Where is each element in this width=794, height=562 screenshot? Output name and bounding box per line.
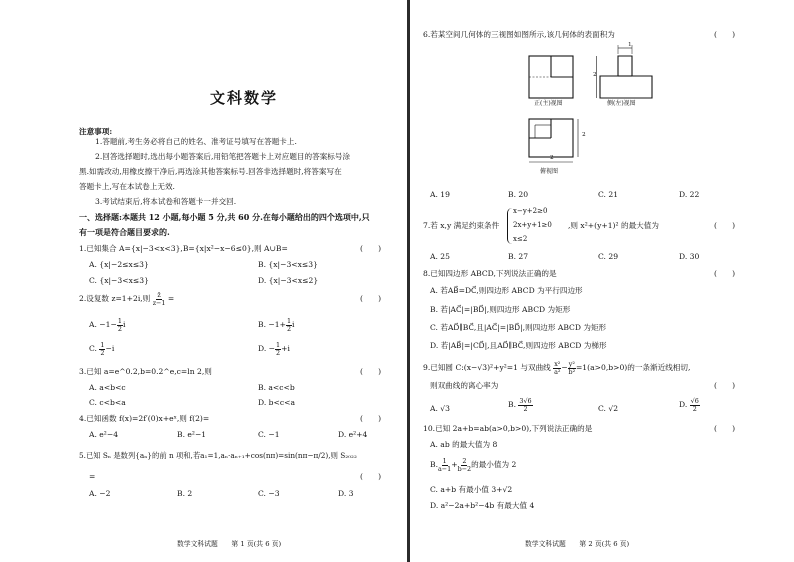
q7-stem-a: 7.若 x,y 满足约束条件 bbox=[423, 221, 500, 230]
q7-option-c: C. 29 bbox=[598, 252, 619, 261]
q4-option-c: C. −1 bbox=[258, 430, 280, 439]
q4-stem: 4.已知函数 f(x)=2f′(0)x+eˣ,则 f(2)= bbox=[79, 414, 210, 423]
q9-stem: 9.已知圆 C:(x−√3)²+y²=1 与双曲线 $\frac{\text{x²}}{\text{a²}}$ − $\frac{\text{y²}}{\text{b²}}$ =1(a>0,b>0)的一条渐近线相切, bbox=[423, 360, 691, 376]
q7-option-d: D. 30 bbox=[679, 252, 700, 261]
q6-option-d: D. 22 bbox=[679, 190, 700, 199]
front-view-diagram bbox=[527, 54, 577, 100]
q6-answer-paren: ( ) bbox=[714, 30, 736, 39]
q1-option-b: B. {x|−3<x≤3} bbox=[258, 260, 318, 269]
q2-stem-eq: = bbox=[167, 294, 175, 304]
q10-option-a: A. ab 的最大值为 8 bbox=[430, 440, 498, 449]
q1-answer-paren: ( ) bbox=[360, 244, 382, 253]
q2-option-d: D. − $\frac{1}{2}$ +i bbox=[258, 341, 290, 357]
q3-stem: 3.已知 a=e^0.2,b=0.2^e,c=ln 2,则 bbox=[79, 367, 212, 376]
front-view-label: 正(主)视图 bbox=[534, 100, 563, 107]
q5-option-c: C. −3 bbox=[258, 489, 280, 498]
q8-stem: 8.已知四边形 ABCD,下列说法正确的是 bbox=[423, 269, 557, 278]
dim-label-2-side: 2 bbox=[593, 72, 597, 78]
top-view-label: 俯视图 bbox=[540, 168, 559, 175]
notice-line-3: 黑.如需改动,用橡皮擦干净后,再选涂其他答案标号.回答非选择题时,将答案写在 bbox=[79, 167, 342, 176]
q7-constraint-1: x−y+2≥0 bbox=[513, 207, 548, 215]
q2-option-c: C. $\frac{1}{2}$ −i bbox=[89, 341, 115, 357]
q6-option-a: A. 19 bbox=[430, 190, 450, 199]
q4-option-d: D. e²+4 bbox=[338, 430, 368, 439]
notice-line-4: 答题卡上,写在本试卷上无效. bbox=[79, 182, 175, 191]
q2-stem bbox=[79, 292, 174, 306]
q7-constraint-3: x≤2 bbox=[513, 235, 528, 243]
page-title: 文科数学 bbox=[210, 89, 279, 107]
q10-option-c: C. a+b 有最小值 3+√2 bbox=[430, 485, 513, 494]
footer-left: 数学文科试题 第 1 页(共 6 页) bbox=[177, 540, 282, 548]
right-page bbox=[410, 0, 794, 562]
q2-fraction: $\frac{z̄}{z-1}$ bbox=[152, 291, 166, 307]
q9-option-d: D. $\frac{√6}{2}$ bbox=[679, 397, 699, 413]
q6-option-b: B. 20 bbox=[508, 190, 529, 199]
q8-option-d: D. 若|AB⃗|=|CD⃗|,且AD⃗∥BC⃗,则四边形 ABCD 为梯形 bbox=[430, 341, 607, 350]
notice-line-5: 3.考试结束后,将本试卷和答题卡一并交回. bbox=[95, 197, 237, 206]
q8-option-b: B. 若|AC⃗|=|BD⃗|,则四边形 ABCD 为矩形 bbox=[430, 305, 571, 314]
q3-option-a: A. a<b<c bbox=[89, 383, 126, 392]
q7-answer-paren: ( ) bbox=[714, 221, 736, 230]
q8-answer-paren: ( ) bbox=[714, 269, 736, 278]
q9-stem-c: 则双曲线的离心率为 bbox=[430, 381, 499, 390]
dim-label-1: 1 bbox=[628, 42, 632, 48]
q9-option-a: A. √3 bbox=[430, 404, 450, 413]
q3-option-c: C. c<b<a bbox=[89, 398, 126, 407]
notice-heading: 注意事项: bbox=[79, 127, 113, 136]
q5-option-d: D. 3 bbox=[338, 489, 354, 498]
q9-stem-text: 9.已知圆 C:(x−√3)²+y²=1 与双曲线 bbox=[423, 363, 551, 373]
q5-answer-paren: ( ) bbox=[360, 472, 382, 481]
notice-line-1: 1.答题前,考生务必将自己的姓名、准考证号填写在答题卡上. bbox=[95, 137, 297, 146]
q9-stem-tail: =1(a>0,b>0)的一条渐近线相切, bbox=[575, 363, 691, 373]
q1-option-a: A. {x|−2≤x≤3} bbox=[89, 260, 149, 269]
section-heading-line-1: 一、选择题:本题共 12 小题,每小题 5 分,共 60 分.在每小题给出的四个选项中,只 bbox=[79, 212, 370, 222]
q5-option-b: B. 2 bbox=[177, 489, 193, 498]
dim-label-2-top-right: 2 bbox=[582, 132, 586, 138]
q5-stem: 5.已知 Sₙ 是数列{aₙ}的前 n 项和,若a₁=1,aₙ·aₙ₊₁+cos(nπ)=sin(nπ−π/2),则 S₂₀₂₂ bbox=[79, 451, 357, 460]
q3-answer-paren: ( ) bbox=[360, 367, 382, 376]
q9-option-b: B. $\frac{3√6}{2}$ bbox=[508, 397, 532, 413]
q6-stem: 6.若某空间几何体的三视图如图所示,该几何体的表面积为 bbox=[423, 30, 615, 39]
q6-option-c: C. 21 bbox=[598, 190, 619, 199]
side-view-diagram bbox=[596, 42, 656, 100]
q2-option-b: B. −1+ $\frac{1}{2}$ i bbox=[258, 317, 295, 333]
q4-answer-paren: ( ) bbox=[360, 414, 382, 423]
q2-answer-paren: ( ) bbox=[360, 294, 382, 303]
q2-option-a: A. −1− $\frac{1}{2}$ i bbox=[89, 317, 126, 333]
q10-option-d: D. a²−2a+b²−4b 有最大值 4 bbox=[430, 501, 535, 510]
q7-option-b: B. 27 bbox=[508, 252, 529, 261]
q2-stem-text: 2.设复数 z=1+2i,则 bbox=[79, 294, 151, 304]
q7-stem-b: ,则 x²+(y+1)² 的最大值为 bbox=[568, 221, 659, 230]
q1-stem: 1.已知集合 A={x|−3<x<3},B={x|x²−x−6≤0},则 A∪B= bbox=[79, 244, 288, 253]
notice-line-2: 2.回答选择题时,选出每小题答案后,用铅笔把答题卡上对应题目的答案标号涂 bbox=[95, 152, 351, 161]
q7-brace bbox=[507, 208, 512, 244]
top-view-diagram bbox=[527, 117, 581, 165]
q9-answer-paren: ( ) bbox=[714, 381, 736, 390]
q4-option-a: A. e²−4 bbox=[89, 430, 119, 439]
q9-option-c: C. √2 bbox=[598, 404, 619, 413]
q10-stem: 10.已知 2a+b=ab(a>0,b>0),下列说法正确的是 bbox=[423, 424, 593, 433]
q7-constraint-2: 2x+y+1≥0 bbox=[513, 221, 552, 229]
q10-answer-paren: ( ) bbox=[714, 424, 736, 433]
q8-option-a: A. 若AB⃗=DC⃗,则四边形 ABCD 为平行四边形 bbox=[430, 286, 583, 295]
q4-option-b: B. e²−1 bbox=[177, 430, 207, 439]
q1-option-c: C. {x|−3<x≤3} bbox=[89, 276, 149, 285]
section-heading-line-2: 有一项是符合题目要求的. bbox=[79, 227, 170, 237]
q3-option-b: B. a<c<b bbox=[258, 383, 295, 392]
q5-stem-eq: = bbox=[89, 472, 96, 481]
q1-option-d: D. {x|−3<x≤2} bbox=[258, 276, 319, 285]
side-view-label: 侧(左)视图 bbox=[607, 100, 636, 107]
q3-option-d: D. b<c<a bbox=[258, 398, 296, 407]
q5-option-a: A. −2 bbox=[89, 489, 111, 498]
footer-right: 数学文科试题 第 2 页(共 6 页) bbox=[525, 540, 630, 548]
q8-option-c: C. 若AD⃗∥BC⃗,且|AC⃗|=|BD⃗|,则四边形 ABCD 为矩形 bbox=[430, 323, 607, 332]
q7-option-a: A. 25 bbox=[430, 252, 450, 261]
dim-label-2-top-bottom: 2 bbox=[550, 155, 554, 161]
q10-option-b: B. $\frac{1}{a-1}$ + $\frac{2}{b-2}$ 的最小值为 2 bbox=[430, 457, 517, 473]
